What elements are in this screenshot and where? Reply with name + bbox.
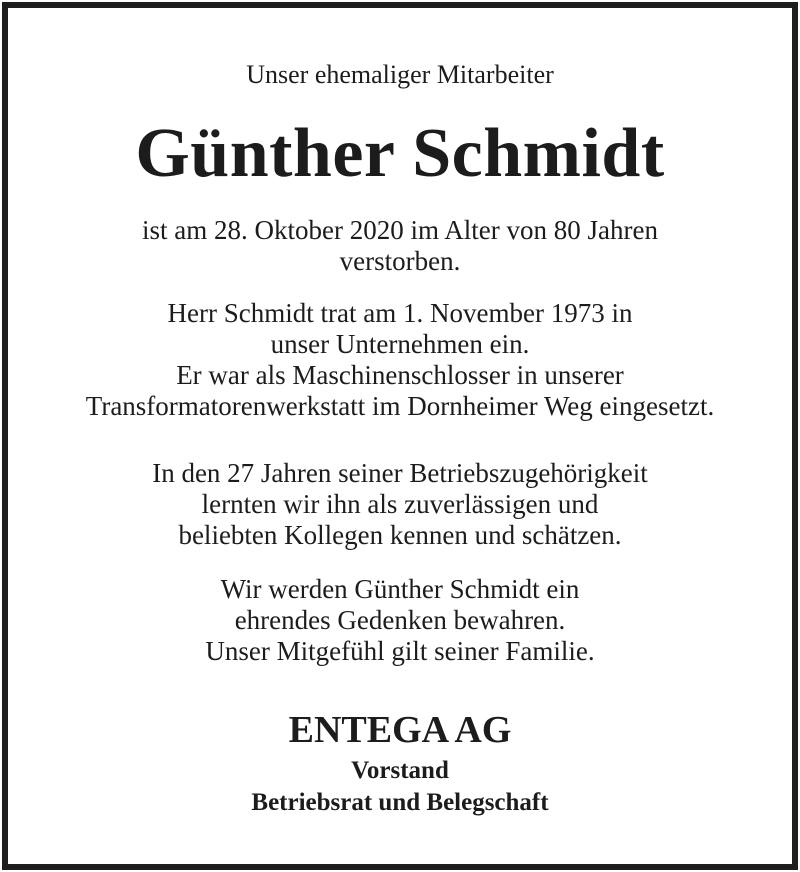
paragraph-line: ehrendes Gedenken bewahren.: [234, 605, 566, 635]
paragraph-death-date: [8, 215, 792, 277]
paragraph-line: Unser Mitgefühl gilt seiner Familie.: [205, 636, 595, 666]
paragraph-employment: [8, 298, 792, 422]
obituary-frame: [2, 2, 798, 870]
paragraph-line: lernten wir ihn als zuverlässigen und: [201, 489, 599, 519]
signature-staff: Betriebsrat und Belegschaft: [251, 789, 549, 816]
paragraph-line: Herr Schmidt trat am 1. November 1973 in: [167, 298, 633, 328]
paragraph-line: beliebten Kollegen kennen und schätzen.: [178, 520, 622, 550]
signature-company: ENTEGA AG: [288, 709, 512, 751]
paragraph-line: In den 27 Jahren seiner Betriebszugehörigkeit: [152, 458, 648, 488]
paragraph-remembrance: [8, 574, 792, 667]
intro-text: Unser ehemaliger Mitarbeiter: [246, 60, 554, 89]
paragraph-line: Er war als Maschinenschlosser in unserer: [176, 360, 624, 390]
paragraph-line: verstorben.: [339, 246, 461, 276]
paragraph-appreciation: [8, 458, 792, 551]
paragraph-line: unser Unternehmen ein.: [270, 329, 530, 359]
signature-board: Vorstand: [351, 757, 449, 784]
paragraph-line: Transformatorenwerkstatt im Dornheimer Weg eingesetzt.: [85, 391, 715, 421]
deceased-name: Günther Schmidt: [135, 115, 665, 192]
paragraph-line: Wir werden Günther Schmidt ein: [220, 574, 580, 604]
paragraph-line: ist am 28. Oktober 2020 im Alter von 80 Jahren: [142, 215, 658, 245]
